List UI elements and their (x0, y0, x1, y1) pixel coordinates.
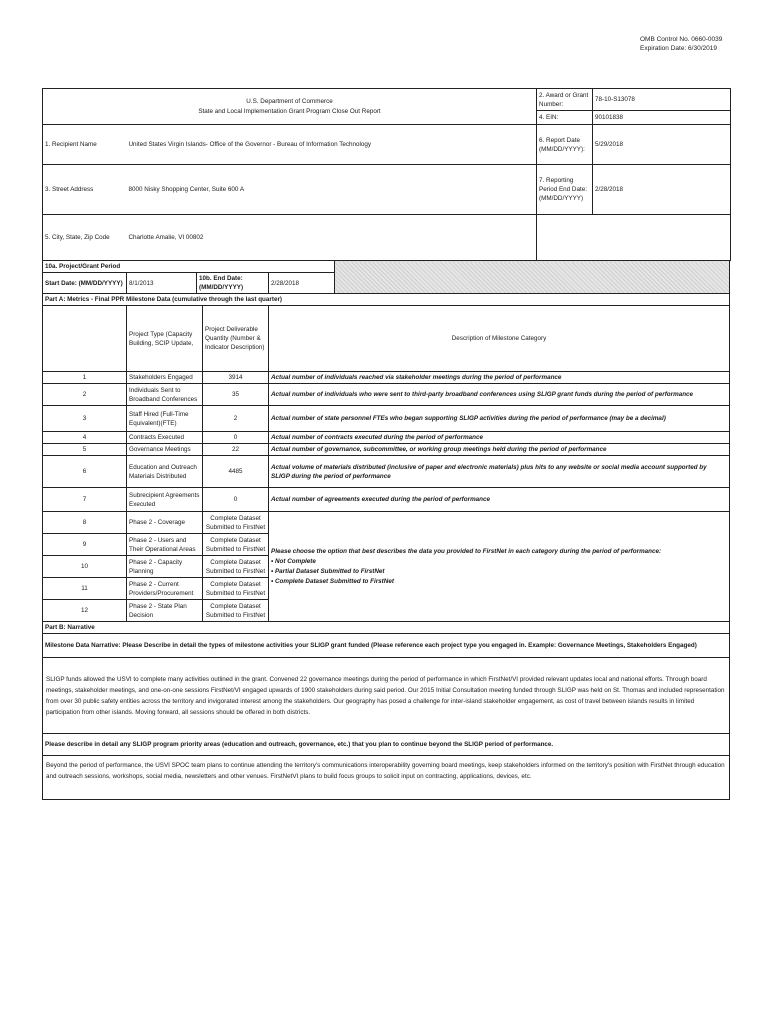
close-out-report-form (42, 88, 730, 800)
project-type: Phase 2 - Capacity Planning (127, 556, 203, 578)
project-type: Education and Outreach Materials Distributed (127, 456, 203, 488)
row-number: 11 (43, 578, 127, 600)
project-type: Phase 2 - Coverage (127, 512, 203, 534)
row-number: 4 (43, 432, 127, 444)
phase-description-cell (269, 512, 730, 622)
project-type: Contracts Executed (127, 432, 203, 444)
header-milestone-description: Description of Milestone Category (269, 306, 730, 372)
deliverable-status: Complete Dataset Submitted to FirstNet (203, 556, 269, 578)
metric-rows (43, 372, 730, 512)
milestone-description: Actual number of contracts executed during the period of performance (269, 432, 730, 444)
metric-row (43, 444, 730, 456)
part-b-narrative-table (42, 621, 730, 800)
header-number-cell (43, 306, 127, 372)
project-type: Phase 2 - Users and Their Operational Areas (127, 534, 203, 556)
ein-value: 90101838 (593, 111, 731, 125)
deliverable-status: Complete Dataset Submitted to FirstNet (203, 512, 269, 534)
phase-options-list (271, 557, 727, 587)
part-a-metrics-table (42, 293, 730, 622)
deliverable-status: Complete Dataset Submitted to FirstNet (203, 534, 269, 556)
project-type: Staff Hired (Full-Time Equivalent)(FTE) (127, 406, 203, 432)
metric-row (43, 488, 730, 512)
narrative-question-2: Please describe in detail any SLIGP program priority areas (education and outreach, governance, etc.) that you plan to continue beyond the SLIGP period of performance. (43, 734, 730, 756)
row-number: 12 (43, 600, 127, 622)
report-date-label: 6. Report Date (MM/DD/YYYY): (537, 125, 593, 165)
part-b-title: Part B: Narrative (43, 622, 730, 634)
phase-option: • Partial Dataset Submitted to FirstNet (271, 567, 727, 577)
part-a-title: Part A: Metrics - Final PPR Milestone Data (cumulative through the last quarter) (43, 294, 730, 306)
period-end-label: 7. Reporting Period End Date: (MM/DD/YYYY) (537, 165, 593, 215)
period-end-value: 2/28/2018 (593, 165, 731, 215)
row-number: 7 (43, 488, 127, 512)
end-date-label: 10b. End Date: (MM/DD/YYYY) (197, 273, 269, 294)
start-date-value: 8/1/2013 (127, 273, 197, 294)
deliverable-quantity: 22 (203, 444, 269, 456)
row-number: 3 (43, 406, 127, 432)
project-type: Phase 2 - State Plan Decision (127, 600, 203, 622)
shaded-area (335, 261, 730, 294)
deliverable-quantity: 3914 (203, 372, 269, 384)
metric-row (43, 432, 730, 444)
row-number: 10 (43, 556, 127, 578)
milestone-description: Actual number of agreements executed during the period of performance (269, 488, 730, 512)
row-number: 1 (43, 372, 127, 384)
narrative-question-1: Milestone Data Narrative: Please Describe in detail the types of milestone activities your SLIGP grant funded (Please reference each project type you engaged in. Example: Governance Meetings, Stakeholders Engaged) (43, 634, 730, 658)
department-title: U.S. Department of Commerce (246, 97, 333, 105)
phase-option: • Not Complete (271, 557, 727, 567)
metric-row (43, 456, 730, 488)
deliverable-status: Complete Dataset Submitted to FirstNet (203, 600, 269, 622)
award-label: 2. Award or Grant Number: (537, 89, 593, 111)
project-type: Individuals Sent to Broadband Conferences (127, 384, 203, 406)
metric-row (43, 384, 730, 406)
city-label: 5. City, State, Zip Code (43, 215, 127, 261)
phase-option: • Complete Dataset Submitted to FirstNet (271, 577, 727, 587)
milestone-description: Actual number of state personnel FTEs who began supporting SLIGP activities during the period of performance (may be a decimal) (269, 406, 730, 432)
header-deliverable-quantity: Project Deliverable Quantity (Number & Indicator Description) (203, 306, 269, 372)
header-project-type: Project Type (Capacity Building, SCIP Update, (127, 306, 203, 372)
metric-row (43, 372, 730, 384)
omb-expiration-date: Expiration Date: 6/30/2019 (640, 45, 717, 52)
milestone-description: Actual number of individuals who were sent to third-party broadband conferences using SLIGP grant funds during the period of performance (269, 384, 730, 406)
program-title: State and Local Implementation Grant Program Close Out Report (198, 107, 381, 115)
row-number: 5 (43, 444, 127, 456)
street-label: 3. Street Address (43, 165, 127, 215)
deliverable-quantity: 4485 (203, 456, 269, 488)
blank-cell (537, 215, 731, 261)
phase-description: Please choose the option that best describes the data you provided to FirstNet in each category during the period of performance: (271, 547, 662, 555)
project-type: Subrecipient Agreements Executed (127, 488, 203, 512)
row-number: 9 (43, 534, 127, 556)
deliverable-quantity: 0 (203, 488, 269, 512)
project-period-label: 10a. Project/Grant Period (43, 261, 335, 273)
project-type: Governance Meetings (127, 444, 203, 456)
street-value: 8000 Nisky Shopping Center, Suite 600 A (127, 165, 537, 215)
deliverable-quantity: 2 (203, 406, 269, 432)
start-date-label: Start Date: (MM/DD/YYYY) (43, 273, 127, 294)
narrative-answer-1: SLIGP funds allowed the USVI to complete many activities outlined in the grant. Convened 22 governance meetings during the period of performance in which FirstNet/VI provided relevant updates local and national efforts. Through board meetings, stakeholder meetings, and one-on-one sessions FirstNet/VI engaged upwards of 1900 stakeholders during said period. Our 2015 Initial Consultation meeting funded through SLIGP was held on St. Thomas and included representation from over 30 public safety entities across the territory and invigorated interest among the stakeholders. Our geography has posed a challenge for inter-island stakeholder engagement, as cost of travel between islands results in limited participation from other islands. Moving forward, all sessions should be offered in both districts. (43, 658, 730, 734)
deliverable-status: Complete Dataset Submitted to FirstNet (203, 578, 269, 600)
city-value: Charlotte Amalie, VI 00802 (127, 215, 537, 261)
award-value: 78-10-S13078 (593, 89, 731, 111)
narrative-answer-2: Beyond the period of performance, the USVI SPOC team plans to continue attending the territory's communications interoperability governing board meetings, keep stakeholders informed on the territory's position with FirstNet through education and outreach sessions, workshops, social media, newsletters and other venues. FirstNetVI plans to build focus groups to solicit input on contracting, applications, devices, etc. (43, 756, 730, 800)
recipient-value: United States Virgin Islands- Office of the Governor - Bureau of Information Technology (127, 125, 537, 165)
deliverable-quantity: 35 (203, 384, 269, 406)
report-date-value: 5/29/2018 (593, 125, 731, 165)
recipient-label: 1. Recipient Name (43, 125, 127, 165)
project-period-table (42, 260, 730, 294)
deliverable-quantity: 0 (203, 432, 269, 444)
recipient-info-table (42, 88, 731, 261)
omb-control-number: OMB Control No. 0660-0039 (640, 36, 723, 43)
report-header (43, 89, 537, 125)
omb-control-block (640, 35, 722, 53)
end-date-value: 2/28/2018 (269, 273, 335, 294)
metric-row (43, 406, 730, 432)
project-type: Stakeholders Engaged (127, 372, 203, 384)
milestone-description: Actual number of individuals reached via stakeholder meetings during the period of performance (269, 372, 730, 384)
ein-label: 4. EIN: (537, 111, 593, 125)
row-number: 8 (43, 512, 127, 534)
milestone-description: Actual number of governance, subcommittee, or working group meetings held during the period of performance (269, 444, 730, 456)
milestone-description: Actual volume of materials distributed (inclusive of paper and electronic materials) plus hits to any website or social media account supported by SLIGP during the period of performance (269, 456, 730, 488)
row-number: 2 (43, 384, 127, 406)
row-number: 6 (43, 456, 127, 488)
phase-rows (43, 512, 730, 622)
phase-row (43, 512, 730, 534)
project-type: Phase 2 - Current Providers/Procurement (127, 578, 203, 600)
